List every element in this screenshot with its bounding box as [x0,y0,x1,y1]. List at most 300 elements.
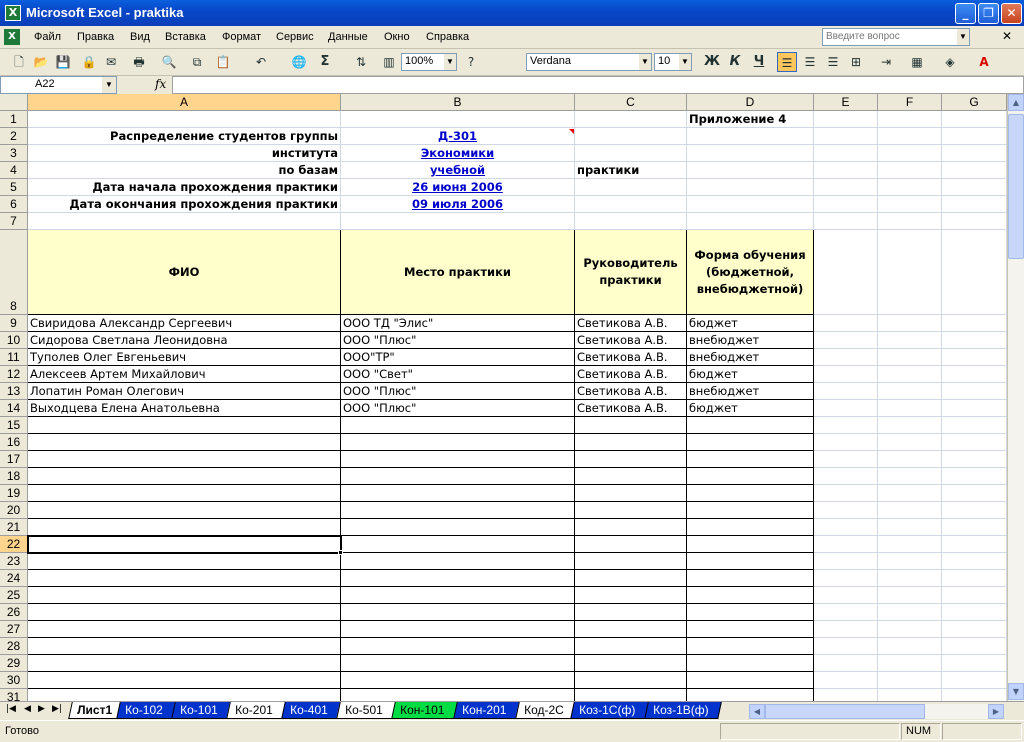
cell[interactable] [814,604,878,621]
spelling-icon[interactable]: 🔍 [161,55,177,69]
sort-icon[interactable]: ⇅ [355,55,367,69]
open-icon[interactable]: 📂 [33,55,49,69]
cell[interactable] [687,196,814,213]
cell[interactable] [575,179,687,196]
cell[interactable] [687,145,814,162]
cell[interactable] [687,536,814,553]
row-header-31[interactable]: 31 [0,689,28,701]
cell[interactable] [942,213,1007,230]
cell[interactable] [575,451,687,468]
merge-center-icon[interactable]: ⊞ [850,55,862,69]
cell[interactable] [942,672,1007,689]
prev-sheet-icon[interactable]: ◀ [24,704,31,714]
cell[interactable] [341,519,575,536]
table-cell[interactable]: Светикова А.В. [575,315,687,332]
row-header-30[interactable]: 30 [0,672,28,689]
cell[interactable] [28,655,341,672]
cell[interactable] [878,621,942,638]
cell[interactable] [942,468,1007,485]
row-header-24[interactable]: 24 [0,570,28,587]
cell[interactable] [28,587,341,604]
cell[interactable] [28,468,341,485]
font-size-select[interactable]: 10 ▼ [654,53,692,71]
fill-handle[interactable] [338,550,343,555]
cell[interactable] [942,587,1007,604]
cell[interactable] [814,519,878,536]
row-header-10[interactable]: 10 [0,332,28,349]
workbook-close-icon[interactable]: ✕ [1002,29,1013,43]
cell[interactable] [814,145,878,162]
help-icon[interactable]: ? [467,55,475,69]
cell[interactable] [814,128,878,145]
menu-view[interactable]: Вид [130,31,150,43]
indent-icon[interactable]: ⇥ [880,55,892,69]
cell[interactable] [814,196,878,213]
excel-app-icon[interactable]: X [5,5,21,21]
cell[interactable] [28,553,341,570]
cell[interactable] [341,434,575,451]
table-cell[interactable]: ООО "Плюс" [341,383,575,400]
cell[interactable] [942,179,1007,196]
cell[interactable] [942,638,1007,655]
table-cell[interactable]: Алексеев Артем Михайлович [28,366,341,383]
cell[interactable] [814,111,878,128]
cell[interactable] [687,417,814,434]
cell[interactable] [341,213,575,230]
cell[interactable] [942,230,1007,315]
row-header-18[interactable]: 18 [0,468,28,485]
appendix-label[interactable]: Приложение 4 [687,111,814,128]
chart-icon[interactable]: ▥ [383,55,395,69]
cell[interactable] [878,434,942,451]
cell[interactable] [814,349,878,366]
cell[interactable] [28,604,341,621]
email-icon[interactable]: ✉ [105,55,117,69]
cell[interactable] [878,485,942,502]
row-header-23[interactable]: 23 [0,553,28,570]
cell[interactable] [878,145,942,162]
cell[interactable] [687,672,814,689]
chevron-down-icon[interactable]: ▼ [639,54,651,70]
row-header-11[interactable]: 11 [0,349,28,366]
sheet-tab[interactable] [171,702,232,719]
cell[interactable] [814,468,878,485]
table-cell[interactable]: Светикова А.В. [575,332,687,349]
cell[interactable] [575,434,687,451]
row-header-29[interactable]: 29 [0,655,28,672]
bold-button[interactable]: Ж [704,54,720,69]
practice-suffix[interactable]: практики [575,162,687,179]
cell[interactable] [687,162,814,179]
cell[interactable] [575,553,687,570]
scroll-down-icon[interactable]: ▼ [1008,683,1024,700]
sheet-tab[interactable] [391,702,459,719]
cell[interactable] [878,179,942,196]
cell[interactable] [687,502,814,519]
column-header-b[interactable]: B [341,94,575,111]
cell[interactable] [814,366,878,383]
cell[interactable] [575,536,687,553]
table-header[interactable]: Руководитель практики [575,230,687,315]
column-header-c[interactable]: C [575,94,687,111]
cell[interactable] [878,366,942,383]
cell[interactable] [878,468,942,485]
cell[interactable] [942,162,1007,179]
menu-format[interactable]: Формат [222,31,262,43]
cell[interactable] [687,451,814,468]
cell[interactable] [814,621,878,638]
cell[interactable] [878,519,942,536]
cell[interactable] [878,417,942,434]
last-sheet-icon[interactable]: ▶| [52,704,62,714]
cell[interactable] [878,315,942,332]
row-header-17[interactable]: 17 [0,451,28,468]
row-header-15[interactable]: 15 [0,417,28,434]
cell[interactable] [942,349,1007,366]
table-cell[interactable]: Светикова А.В. [575,349,687,366]
table-cell[interactable]: Выходцева Елена Анатольевна [28,400,341,417]
cell[interactable] [878,162,942,179]
copy-icon[interactable]: ⧉ [192,55,202,69]
start-date-label[interactable]: Дата начала прохождения практики [28,179,341,196]
sheet-tab[interactable] [644,702,722,719]
table-cell[interactable]: бюджет [687,366,814,383]
align-right-icon[interactable]: ☰ [827,55,839,69]
cell[interactable] [814,230,878,315]
cell[interactable] [687,570,814,587]
cell[interactable] [814,672,878,689]
cell[interactable] [942,655,1007,672]
cell[interactable] [814,332,878,349]
row-header-12[interactable]: 12 [0,366,28,383]
group-value-link[interactable]: Д-301 [341,128,575,145]
cell[interactable] [341,638,575,655]
sheet-tab[interactable] [68,702,122,719]
scroll-left-icon[interactable]: ◀ [749,704,765,719]
cell[interactable] [878,451,942,468]
cell[interactable] [878,587,942,604]
italic-button[interactable]: К [729,54,741,69]
group-label[interactable]: Распределение студентов группы [28,128,341,145]
cell[interactable] [878,128,942,145]
cell[interactable] [814,179,878,196]
cell[interactable] [814,689,878,701]
cell[interactable] [942,621,1007,638]
cell[interactable] [942,383,1007,400]
row-header-14[interactable]: 14 [0,400,28,417]
paste-icon[interactable]: 📋 [215,55,231,69]
row-header-25[interactable]: 25 [0,587,28,604]
cell[interactable] [814,638,878,655]
cell[interactable] [575,196,687,213]
cell[interactable] [28,111,341,128]
table-cell[interactable]: бюджет [687,400,814,417]
cell[interactable] [341,502,575,519]
sheet-tab[interactable] [570,702,650,719]
cell[interactable] [942,128,1007,145]
cell[interactable] [878,536,942,553]
vertical-scrollbar[interactable] [1007,94,1024,701]
cell[interactable] [942,553,1007,570]
cell[interactable] [942,536,1007,553]
cell[interactable] [942,451,1007,468]
horizontal-scrollbar[interactable] [749,704,1004,719]
hyperlink-icon[interactable]: 🌐 [291,55,307,69]
zoom-select[interactable]: 100% ▼ [401,53,457,71]
chevron-down-icon[interactable]: ▼ [102,77,116,93]
cell[interactable] [28,519,341,536]
table-cell[interactable]: Сидорова Светлана Леонидовна [28,332,341,349]
cell[interactable] [28,451,341,468]
chevron-down-icon[interactable]: ▼ [957,29,969,45]
cell[interactable] [28,434,341,451]
fill-color-icon[interactable]: ◈ [945,55,955,69]
sheet-tab[interactable] [281,702,342,719]
cell[interactable] [814,553,878,570]
menu-help[interactable]: Справка [426,31,470,43]
cell[interactable] [814,502,878,519]
cell[interactable] [814,536,878,553]
cell[interactable] [341,655,575,672]
menu-window[interactable]: Окно [384,31,410,43]
cell[interactable] [814,485,878,502]
table-cell[interactable]: Светикова А.В. [575,400,687,417]
cell[interactable] [687,519,814,536]
cell[interactable] [28,417,341,434]
cell[interactable] [942,196,1007,213]
insert-function-icon[interactable]: fx [155,77,167,91]
table-cell[interactable]: Лопатин Роман Олегович [28,383,341,400]
table-header[interactable]: Форма обучения (бюджетной, внебюджетной) [687,230,814,315]
cell[interactable] [341,672,575,689]
table-cell[interactable]: внебюджет [687,332,814,349]
cell[interactable] [341,621,575,638]
next-sheet-icon[interactable]: ▶ [38,704,45,714]
cell[interactable] [878,689,942,701]
row-header-3[interactable]: 3 [0,145,28,162]
cell[interactable] [28,570,341,587]
cell[interactable] [878,349,942,366]
restore-button[interactable]: ❐ [978,3,999,24]
table-cell[interactable]: ООО "Плюс" [341,400,575,417]
cell[interactable] [878,400,942,417]
table-cell[interactable]: бюджет [687,315,814,332]
end-date-label[interactable]: Дата окончания прохождения практики [28,196,341,213]
cell[interactable] [687,621,814,638]
cell[interactable] [575,145,687,162]
comment-indicator-icon[interactable] [569,129,574,134]
cell[interactable] [942,519,1007,536]
cell[interactable] [878,196,942,213]
cell[interactable] [687,213,814,230]
cell[interactable] [575,417,687,434]
cell[interactable] [942,434,1007,451]
underline-button[interactable]: Ч [753,54,765,69]
cell[interactable] [878,332,942,349]
cell[interactable] [814,315,878,332]
cell[interactable] [341,570,575,587]
table-header[interactable]: Место практики [341,230,575,315]
cell[interactable] [575,502,687,519]
font-color-icon[interactable]: A [979,55,989,69]
row-header-8[interactable]: 8 [0,230,28,315]
worksheet-grid[interactable] [0,94,1007,701]
row-header-19[interactable]: 19 [0,485,28,502]
first-sheet-icon[interactable]: |◀ [6,704,16,714]
font-name-select[interactable]: Verdana ▼ [526,53,652,71]
name-box[interactable]: A22 ▼ [0,76,117,94]
cell[interactable] [687,434,814,451]
vertical-scroll-thumb[interactable] [1008,114,1024,259]
select-all-corner[interactable] [0,94,28,111]
cell[interactable] [575,519,687,536]
cell[interactable] [878,230,942,315]
minimize-button[interactable]: _ [955,3,976,24]
cell[interactable] [942,315,1007,332]
cell[interactable] [878,553,942,570]
cell[interactable] [878,502,942,519]
cell[interactable] [28,638,341,655]
row-header-13[interactable]: 13 [0,383,28,400]
chevron-down-icon[interactable]: ▼ [444,54,456,70]
cell[interactable] [878,672,942,689]
cell[interactable] [575,128,687,145]
save-icon[interactable]: 💾 [55,55,71,69]
row-header-28[interactable]: 28 [0,638,28,655]
cell[interactable] [687,485,814,502]
chevron-down-icon[interactable]: ▼ [679,54,691,70]
row-header-27[interactable]: 27 [0,621,28,638]
cell[interactable] [942,502,1007,519]
cell[interactable] [575,570,687,587]
sheet-tab[interactable] [116,702,177,719]
menu-edit[interactable]: Правка [77,31,115,43]
table-cell[interactable]: Туполев Олег Евгеньевич [28,349,341,366]
row-header-26[interactable]: 26 [0,604,28,621]
cell[interactable] [814,434,878,451]
cell[interactable] [575,655,687,672]
cell[interactable] [341,111,575,128]
column-header-e[interactable]: E [814,94,878,111]
cell[interactable] [575,689,687,701]
menu-file[interactable]: Файл [34,31,62,43]
cell[interactable] [942,485,1007,502]
scroll-right-icon[interactable]: ▶ [988,704,1004,719]
institute-label[interactable]: института [28,145,341,162]
cell[interactable] [942,689,1007,701]
practice-base-label[interactable]: по базам [28,162,341,179]
cell[interactable] [942,417,1007,434]
cell[interactable] [814,587,878,604]
column-header-a[interactable]: A [28,94,341,111]
cell[interactable] [878,383,942,400]
print-icon[interactable]: 🖶 [133,55,145,69]
menu-tools[interactable]: Сервис [276,31,314,43]
cell[interactable] [575,213,687,230]
cell[interactable] [575,111,687,128]
row-header-20[interactable]: 20 [0,502,28,519]
cell[interactable] [341,485,575,502]
align-left-icon[interactable]: ☰ [777,52,797,72]
table-header[interactable]: ФИО [28,230,341,315]
sheet-tab[interactable] [336,702,397,719]
table-cell[interactable]: ООО ТД "Элис" [341,315,575,332]
sheet-tab[interactable] [226,702,287,719]
cell[interactable] [878,655,942,672]
row-header-16[interactable]: 16 [0,434,28,451]
cell[interactable] [942,570,1007,587]
cell[interactable] [942,366,1007,383]
cell[interactable] [687,689,814,701]
cell[interactable] [687,179,814,196]
cell[interactable] [687,655,814,672]
align-center-icon[interactable]: ☰ [804,55,816,69]
row-header-1[interactable]: 1 [0,111,28,128]
cell[interactable] [341,536,575,553]
cell[interactable] [687,638,814,655]
cell[interactable] [28,213,341,230]
cell[interactable] [814,400,878,417]
cell[interactable] [341,689,575,701]
cell[interactable] [28,502,341,519]
cell[interactable] [687,587,814,604]
cell[interactable] [341,417,575,434]
cell[interactable] [28,485,341,502]
document-icon[interactable]: X [4,29,20,45]
cell[interactable] [814,655,878,672]
sheet-tab[interactable] [515,702,576,719]
cell[interactable] [814,162,878,179]
help-question-input[interactable]: Введите вопрос ▼ [822,28,970,46]
column-header-f[interactable]: F [878,94,942,111]
cell[interactable] [878,213,942,230]
table-cell[interactable]: внебюджет [687,383,814,400]
table-cell[interactable]: Светикова А.В. [575,383,687,400]
column-header-g[interactable]: G [942,94,1007,111]
cell[interactable] [942,332,1007,349]
column-header-d[interactable]: D [687,94,814,111]
cell[interactable] [28,672,341,689]
row-header-4[interactable]: 4 [0,162,28,179]
cell[interactable] [341,451,575,468]
cell[interactable] [341,604,575,621]
cell[interactable] [575,604,687,621]
cell[interactable] [575,587,687,604]
permission-icon[interactable]: 🔒 [81,55,97,69]
row-header-2[interactable]: 2 [0,128,28,145]
start-date-value[interactable]: 26 июня 2006 [341,179,575,196]
end-date-value[interactable]: 09 июля 2006 [341,196,575,213]
cell[interactable] [942,604,1007,621]
scroll-up-icon[interactable]: ▲ [1008,94,1024,111]
row-header-5[interactable]: 5 [0,179,28,196]
row-header-22[interactable]: 22 [0,536,28,553]
row-header-9[interactable]: 9 [0,315,28,332]
row-header-6[interactable]: 6 [0,196,28,213]
cell[interactable] [687,553,814,570]
cell[interactable] [878,638,942,655]
cell[interactable] [814,417,878,434]
row-header-7[interactable]: 7 [0,213,28,230]
row-header-21[interactable]: 21 [0,519,28,536]
cell[interactable] [878,570,942,587]
cell[interactable] [575,485,687,502]
cell[interactable] [942,145,1007,162]
cell[interactable] [28,689,341,701]
new-file-icon[interactable]: 🗋 [14,55,24,69]
cell[interactable] [814,451,878,468]
cell[interactable] [28,621,341,638]
